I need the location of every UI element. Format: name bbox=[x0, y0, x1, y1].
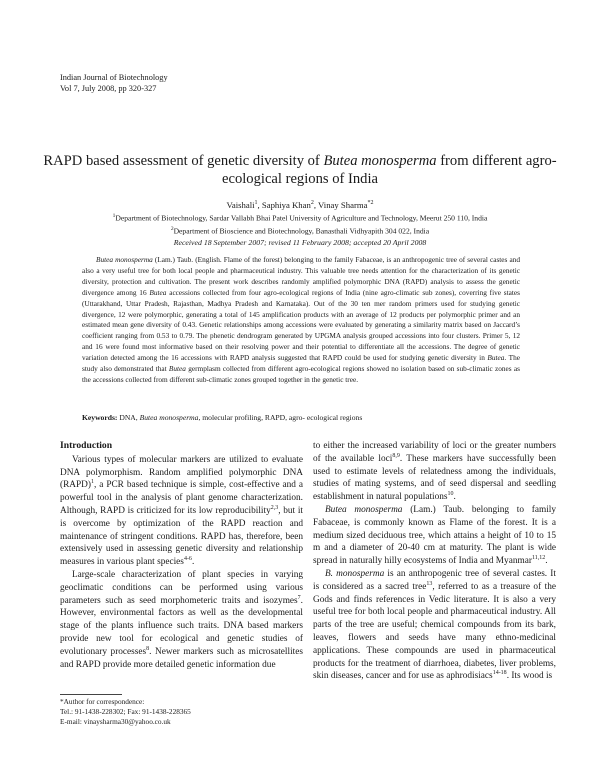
author-3: Vinay Sharma bbox=[318, 200, 368, 210]
intro-text: . bbox=[453, 492, 456, 503]
citation: 8 bbox=[146, 645, 150, 652]
footnote-line-2: Tel.: 91-1438-228302; Fax: 91-1438-228365 bbox=[60, 706, 191, 716]
abstract-species: Butea bbox=[487, 353, 505, 363]
footnote-email: E-mail: vinaysharma30@yahoo.co.uk bbox=[60, 716, 171, 726]
citation: 11,12 bbox=[531, 555, 546, 562]
author-separator: , bbox=[313, 200, 319, 210]
affiliation-1-text: Department of Biotechnology, Sardar Vallabh Bhai Patel University of Agriculture and Technology, Meerut 250 110, India bbox=[115, 213, 488, 223]
abstract-species: Butea bbox=[149, 287, 167, 297]
column-left bbox=[60, 440, 303, 671]
species-name: B. monosperma bbox=[325, 568, 385, 579]
intro-text: to either the increased variability of loci or the greater numbers of the available loci bbox=[313, 441, 556, 464]
abstract-segment: accessions collected from four agro-ecological regions of India (nine agro-climatic sub zones), coverring five states (Uttarakhand, Uttar Pradesh, Rajasthan, Madhya Pradesh and Karnataka). Out of the 30 ten mer random primers used for studying genetic divergence, 12 were polymorphic, generating a total of 145 amplification products with an average of 12 products per polymorphic primer and an estimated mean gene diversity of 0.43. Genetic relationships among accessions were evaluated by generating a similarity matrix based on Jaccard’s coefficient ranging from 0.53 to 0.79. The phenetic dendrogram generated by UPGMA analysis grouped accessions into four clusters. Primer 5, 12 and 16 were found most informative based on their resolving power and their potential to differentiate all the accessions. The degree of genetic variation detected among the 16 accessions with RAPD analysis suggested that RAPD could be used for studying genetic diversity in bbox=[82, 287, 520, 363]
author-separator: , bbox=[257, 200, 262, 210]
title-part1: RAPD based assessment of genetic diversity of bbox=[43, 153, 324, 169]
citation: 4-6 bbox=[183, 556, 192, 563]
intro-text: . However, environmental factors as well as the developmental stage of the plants influence such traits. DNA based markers provide new tool for ecological and genetic studies of evolutionary processes bbox=[60, 595, 303, 657]
citation: 13 bbox=[426, 580, 433, 587]
affiliation-2-text: Department of Bioscience and Biotechnology, Banasthali Vidhyapith 304 022, India bbox=[173, 226, 430, 236]
intro-paragraph-2 bbox=[60, 569, 303, 671]
keyword-text: , molecular profiling, RAPD, agro- ecological regions bbox=[198, 413, 363, 422]
abstract-segment: . The study also demonstrated that bbox=[82, 353, 520, 374]
introduction-heading: Introduction bbox=[60, 440, 113, 451]
correspondence-footnote bbox=[60, 697, 303, 726]
keyword-text: DNA, bbox=[117, 413, 140, 422]
journal-header bbox=[60, 72, 168, 94]
keywords bbox=[82, 413, 520, 422]
abstract-segment: (Lam.) Taub. (English. Flame of the forest) belonging to the family Fabaceae, is an anthropogenic tree of several castes and also a very useful tree for both local people and pharmaceutical industry. This valuable tree needs attention for the characterization of its genetic diversity, protection and cultivation. The present work describes randomly amplified polymorphic DNA (RAPD) analysis to assess the genetic divergence among 16 bbox=[82, 255, 520, 297]
citation: 1 bbox=[91, 479, 94, 486]
author-1-sup: 1 bbox=[254, 200, 258, 207]
footnote-divider bbox=[60, 694, 122, 695]
author-3-sup: *2 bbox=[367, 200, 374, 207]
intro-text: Large-scale characterization of plant species in varying geoclimatic conditions can be performed using various parameters such as seed morphometeric traits and isozymes bbox=[60, 569, 303, 606]
affiliation-1-sup: 1 bbox=[112, 213, 116, 219]
abstract-text bbox=[82, 255, 520, 386]
abstract bbox=[82, 255, 520, 386]
intro-text: . Newer markers such as microsatellites and RAPD provide more detailed genetic information due bbox=[60, 646, 303, 670]
intro-text: (Lam.) Taub. belonging to family Fabaceae, is commonly known as Flame of the forest. It is a medium sized deciduous tree, which attains a height of 10 to 15 m and a diameter of 20-40 cm at maturity. The plant is wide spread in naturally hilly ecosystems of India and Myanmar bbox=[313, 504, 557, 567]
author-2: Saphiya Khan bbox=[261, 200, 311, 210]
citation: 10 bbox=[447, 491, 454, 498]
intro-text: . bbox=[545, 556, 548, 567]
intro-paragraph-3 bbox=[313, 504, 556, 568]
author-1: Vaishali bbox=[226, 200, 255, 210]
intro-text: , referred to as a treasure of the Gods and finds references in Vedic literature. It is also a very useful tree for both local people and pharmaceutical industry. All parts of the tree are useful; chemical compounds from its bark, leaves, flowers and seeds have many ethno-medicinal applications. These compounds are used in pharmaceutical products for the treatment of diarrhoea, diabetes, liver problems, skin diseases, cancer and for use as aphrodisiacs bbox=[313, 581, 556, 682]
affiliation-1 bbox=[40, 211, 560, 224]
keywords-label: Keywords: bbox=[82, 413, 118, 422]
citation: 7 bbox=[297, 594, 301, 601]
author-list bbox=[40, 200, 560, 210]
abstract-species: Butea bbox=[168, 364, 186, 374]
intro-paragraph-1 bbox=[60, 454, 303, 569]
journal-name: Indian Journal of Biotechnology bbox=[60, 73, 168, 82]
affiliation-2 bbox=[40, 224, 560, 237]
column-right bbox=[313, 440, 556, 683]
citation: 2,3 bbox=[270, 504, 279, 511]
abstract-species: Butea monosperma bbox=[96, 255, 153, 264]
author-2-sup: 2 bbox=[310, 200, 314, 207]
intro-paragraph-4 bbox=[313, 568, 556, 683]
abstract-segment: germplasm collected from different agro-ecological regions showed no isolation based on sub-climatic zones as the accessions collected from different sub-climatic zones grouped together in the genetic tree. bbox=[82, 364, 520, 384]
title-species: Butea monosperma bbox=[323, 153, 437, 169]
paper-title bbox=[40, 152, 560, 188]
citation: 8,9 bbox=[392, 452, 400, 459]
affiliations bbox=[40, 211, 560, 236]
title-part2: from different agro-ecological regions of India bbox=[221, 153, 557, 187]
intro-text: Various types of molecular markers are utilized to evaluate DNA polymorphism. Random amplified polymorphic DNA (RAPD) bbox=[60, 454, 303, 491]
intro-text: . These markers have successfully been used to estimate levels of relatedness among the individuals, studies of mating systems, and of seed dispersal and seedling establishment in natural populations bbox=[313, 453, 556, 503]
keyword-species: Butea monosperma bbox=[139, 413, 199, 422]
intro-text: , a PCR based technique is simple, cost-effective and a powerful tool in the analysis of plant genome characterization. Although, RAPD is criticized for its low reproducibility bbox=[60, 480, 303, 516]
footnote-line-1: *Author for correspondence: bbox=[60, 697, 145, 706]
citation: 14-18 bbox=[492, 670, 507, 677]
intro-text: , but it is overcome by optimization of the RAPD reaction and maintenance of stringent conditions. RAPD has, therefore, been extensively used in assessing genetic diversity and relationship measures in various plant species bbox=[60, 505, 303, 568]
intro-text: . bbox=[191, 557, 195, 568]
species-name: Butea monosperma bbox=[325, 504, 403, 515]
intro-text: is an anthropogenic tree of several castes. It is considered as a sacred tree bbox=[313, 568, 556, 592]
intro-text: . Its wood is bbox=[506, 671, 553, 682]
intro-paragraph-continued bbox=[313, 440, 556, 504]
received-dates: Received 18 September 2007; revised 11 February 2008; accepted 20 April 2008 bbox=[173, 238, 427, 247]
volume-info: Vol 7, July 2008, pp 320-327 bbox=[60, 84, 157, 93]
affiliation-2-sup: 2 bbox=[170, 225, 174, 232]
